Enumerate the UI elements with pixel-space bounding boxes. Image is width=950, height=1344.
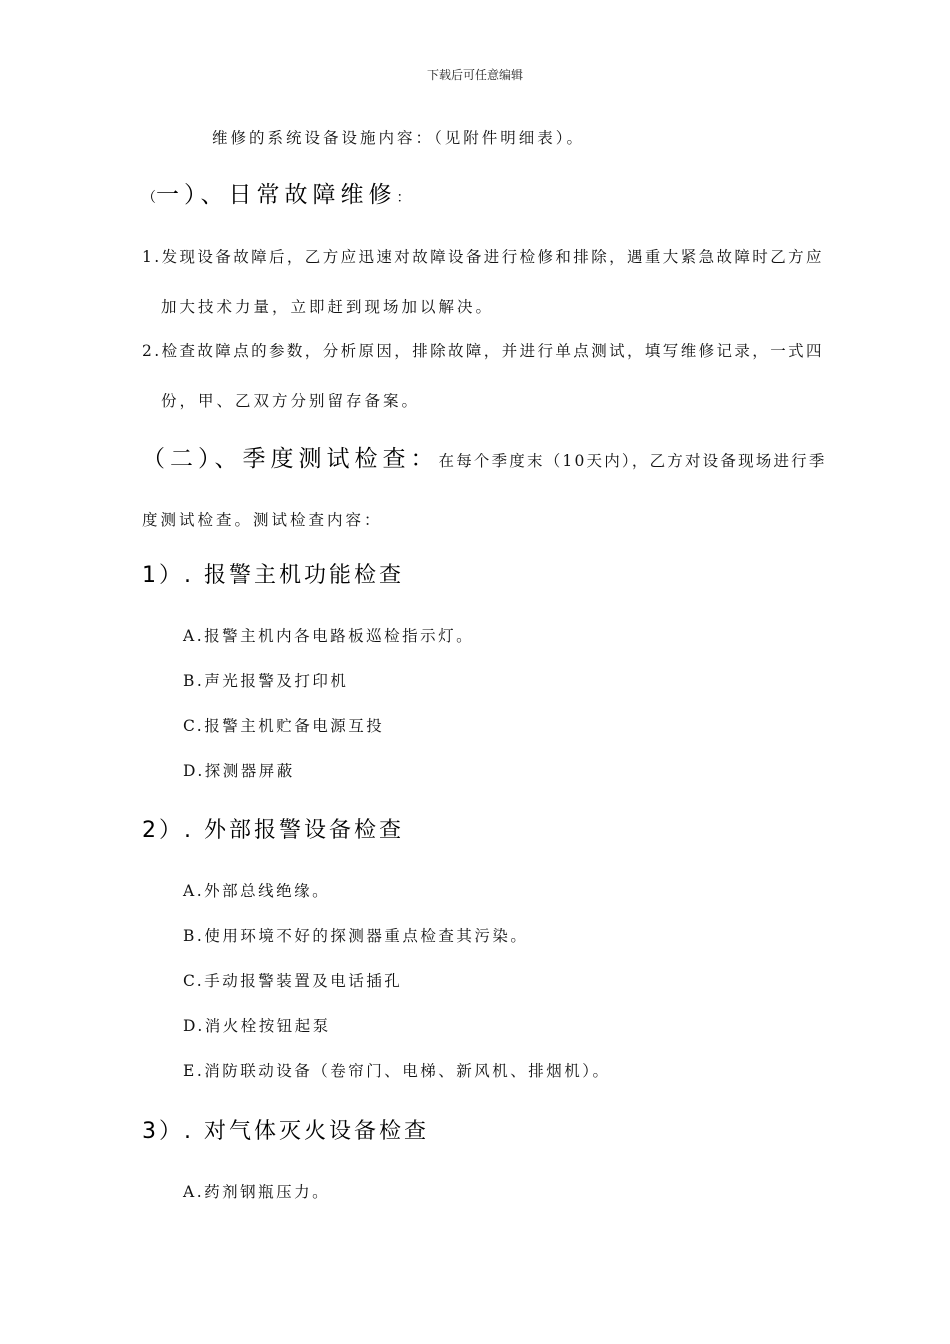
- sub2-title: 2）. 外部报警设备检查: [142, 818, 404, 843]
- sub3-item-a: A.药剂钢瓶压力。: [183, 1183, 331, 1201]
- section1-item-1-line1: 1.发现设备故障后，乙方应迅速对故障设备进行检修和排除，遇重大紧急故障时乙方应: [142, 248, 824, 266]
- sub2-item-c: C.手动报警装置及电话插孔: [183, 972, 403, 990]
- section1-item-2-line2: 份，甲、乙双方分别留存备案。: [161, 392, 421, 410]
- sub2-item-e: E.消防联动设备（卷帘门、电梯、新风机、排烟机）。: [183, 1062, 611, 1080]
- sub1-item-d: D.探测器屏蔽: [183, 762, 295, 780]
- sub2-item-d: D.消火栓按钮起泵: [183, 1017, 331, 1035]
- section2-continuation: 度测试检查。测试检查内容：: [142, 511, 383, 529]
- sub2-item-a: A.外部总线绝缘。: [183, 882, 331, 900]
- section1-open-paren: （: [142, 190, 156, 206]
- section2-title: （二）、季度测试检查：: [142, 446, 439, 472]
- sub2-item-b: B.使用环境不好的探测器重点检查其污染。: [183, 927, 529, 945]
- section1-heading: [142, 176, 416, 209]
- intro-paragraph: 维修的系统设备设施内容：（见附件明细表）。: [212, 129, 586, 147]
- section1-item-1-line2: 加大技术力量，立即赶到现场加以解决。: [161, 298, 495, 316]
- page-header: 下载后可任意编辑: [426, 68, 523, 82]
- sub1-item-a: A.报警主机内各电路板巡检指示灯。: [183, 627, 475, 645]
- section2-heading-line: [142, 440, 827, 473]
- sub3-title: 3）. 对气体灭火设备检查: [142, 1119, 429, 1144]
- section1-item-2-line1: 2.检查故障点的参数，分析原因，排除故障，并进行单点测试，填写维修记录，一式四: [142, 342, 824, 360]
- section1-colon: ：: [396, 190, 416, 206]
- sub1-title: 1）. 报警主机功能检查: [142, 563, 404, 588]
- section1-title: 一）、日常故障维修: [156, 182, 397, 208]
- sub1-item-c: C.报警主机贮备电源互投: [183, 717, 385, 735]
- sub1-item-b: B.声光报警及打印机: [183, 672, 349, 690]
- section2-inline-text: 在每个季度末（10天内），乙方对设备现场进行季: [438, 452, 827, 470]
